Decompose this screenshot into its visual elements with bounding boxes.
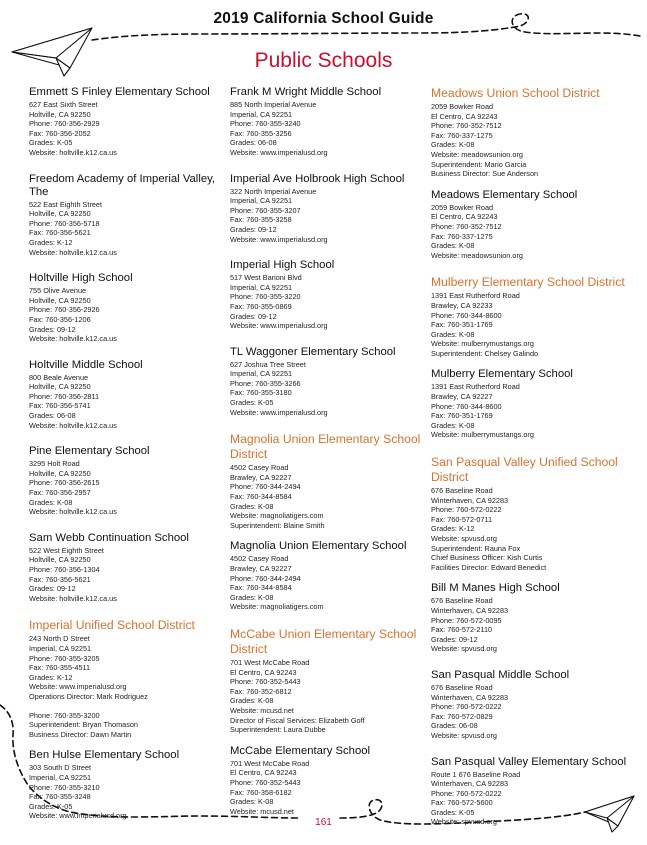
listing-detail-line: Grades: K-08: [431, 420, 475, 430]
district-name: McCabe Union Elementary School District: [230, 626, 417, 656]
district-listing: [230, 432, 426, 530]
listing-detail-line: Fax: 760-344-8584: [230, 492, 292, 502]
listing-detail-line: Website: mcusd.net: [230, 806, 294, 816]
listing-detail-line: El Centro, CA 92243: [230, 667, 297, 677]
listing-detail-line: 676 Baseline Road: [431, 486, 493, 496]
school-listing: [230, 540, 426, 612]
listing-detail-line: Director of Fiscal Services: Elizabeth Goff: [230, 715, 365, 725]
listing-detail-line: Fax: 760-358-6182: [230, 787, 292, 797]
listing-detail-line: Website: spvusd.org: [431, 644, 497, 654]
listing-detail-line: Phone: 760-572-0222: [431, 505, 502, 515]
school-name: McCabe Elementary School: [230, 744, 371, 757]
listing-detail-line: Fax: 760-356-2957: [29, 488, 91, 498]
guide-title: 2019 California School Guide: [213, 10, 434, 27]
school-listing: [230, 346, 426, 418]
listing-detail-line: Business Director: Sue Anderson: [431, 169, 539, 179]
school-name: Bill M Manes High School: [431, 582, 560, 595]
listing-detail-line: Grades: 09-12: [29, 324, 76, 334]
listing-detail-line: Facilities Director: Edward Benedict: [431, 562, 547, 572]
listing-detail-line: Imperial, CA 92251: [29, 772, 92, 782]
listing-detail-line: Superintendent: Chelsey Galindo: [431, 348, 539, 358]
listing-detail-line: Phone: 760-352-5443: [230, 677, 301, 687]
school-listing: [230, 173, 426, 245]
listing-detail-line: Phone: 760-356-2615: [29, 478, 100, 488]
listing-detail-line: Phone: 760-356-5718: [29, 218, 100, 228]
listing-detail-line: Superintendent: Rauna Fox: [431, 543, 521, 553]
listing-detail-line: Phone: 760-572-0222: [431, 788, 502, 798]
school-name: Sam Webb Continuation School: [29, 531, 189, 544]
listing-detail-line: Grades: K-12: [431, 524, 475, 534]
listing-detail-line: 2059 Bowker Road: [431, 102, 494, 111]
listing-detail-line: Grades: K-08: [230, 592, 274, 602]
listing-detail-line: Website: mulberrymustangs.org: [431, 339, 534, 349]
listing-detail-line: 303 South D Street: [29, 763, 92, 773]
listing-detail-line: Phone: 760-352-5443: [230, 777, 301, 787]
column-3: [431, 86, 636, 842]
listing-detail-line: Phone: 760-352-7512: [431, 221, 502, 231]
listing-detail-line: Website: www.imperialusd.org: [29, 682, 127, 692]
column-2: [230, 86, 426, 831]
listing-detail-line: Imperial, CA 92251: [230, 109, 293, 119]
listing-detail-line: Business Director: Dawn Martin: [29, 729, 132, 739]
school-listing: [230, 86, 426, 158]
listing-detail-line: Website: magnoliatigers.com: [230, 511, 324, 521]
district-listing: [431, 275, 636, 358]
school-listing: [29, 445, 225, 517]
listing-detail-line: Phone: 760-355-3220: [230, 292, 301, 302]
listing-detail-line: 4502 Casey Road: [230, 554, 289, 564]
listing-detail-line: 243 North D Street: [29, 634, 90, 644]
listing-detail-line: Grades: K-05: [29, 138, 73, 148]
listing-detail-line: Superintendent: Blaine Smith: [230, 520, 325, 530]
listing-detail-line: Imperial, CA 92251: [230, 282, 293, 292]
school-listing: [431, 189, 636, 261]
listing-detail-line: Fax: 760-355-3256: [230, 128, 292, 138]
listing-detail-line: Fax: 760-355-4511: [29, 663, 91, 673]
listing-detail-line: 885 North Imperial Avenue: [230, 100, 317, 109]
listing-detail-line: Phone: 760-355-3210: [29, 782, 100, 792]
listing-detail-line: Grades: K-08: [230, 501, 274, 511]
listing-detail-line: Operations Director: Mark Rodriguez: [29, 691, 148, 701]
listing-detail-line: Brawley, CA 92227: [230, 564, 292, 573]
listing-detail-line: 701 West McCabe Road: [230, 657, 310, 667]
listing-detail-line: Website: holtville.k12.ca.us: [29, 507, 117, 517]
listing-detail-line: Website: spvusd.org: [431, 817, 497, 827]
school-name: Magnolia Union Elementary School: [230, 540, 407, 553]
listing-detail-line: Website: www.imperialusd.org: [29, 811, 127, 821]
listing-detail-line: Phone: 760-352-7512: [431, 121, 502, 131]
school-name: Emmett S Finley Elementary School: [29, 86, 210, 98]
listing-detail-line: 627 East Sixth Street: [29, 100, 98, 109]
listing-detail-line: Superintendent: Bryan Thomason: [29, 720, 138, 730]
listing-detail-line: Grades: K-08: [230, 797, 274, 807]
listing-detail-line: Grades: 06-08: [431, 721, 478, 731]
listing-detail-line: Phone: 760-572-0222: [431, 702, 502, 712]
listing-detail-line: Holtville, CA 92250: [29, 295, 91, 305]
school-listing: [230, 745, 426, 817]
school-listing: [431, 582, 636, 654]
listing-detail-line: Holtville, CA 92250: [29, 382, 91, 392]
listing-detail-line: Fax: 760-356-5741: [29, 401, 91, 411]
listing-detail-line: Fax: 760-355-3258: [230, 215, 292, 225]
listing-detail-line: 517 West Barioni Blvd: [230, 273, 302, 283]
school-listing: [431, 368, 636, 440]
listing-detail-line: Phone: 760-344-8600: [431, 310, 502, 320]
listing-detail-line: Winterhaven, CA 92283: [431, 495, 509, 505]
listing-detail-line: Grades: 09-12: [29, 584, 76, 594]
listing-detail-line: Fax: 760-572-0829: [431, 711, 493, 721]
listing-detail-line: Fax: 760-572-5600: [431, 798, 493, 808]
listing-detail-line: 322 North Imperial Avenue: [230, 186, 317, 196]
listing-detail-line: Grades: K-12: [29, 672, 73, 682]
district-listing: [431, 455, 636, 572]
listing-detail-line: Winterhaven, CA 92283: [431, 605, 509, 615]
listing-detail-line: Website: holtville.k12.ca.us: [29, 334, 117, 344]
listing-detail-line: Phone: 760-344-2494: [230, 482, 301, 492]
listing-detail-line: 1391 East Rutherford Road: [431, 291, 520, 301]
listing-detail-line: Grades: 09-12: [431, 634, 478, 644]
school-listing: [29, 532, 225, 604]
listing-detail-line: Phone: 760-355-3240: [230, 119, 301, 129]
listing-detail-line: Grades: K-08: [431, 329, 475, 339]
listing-detail-line: 676 Baseline Road: [431, 596, 493, 606]
listing-detail-line: Fax: 760-351-1769: [431, 411, 493, 421]
listing-detail-line: Grades: K-05: [230, 398, 274, 408]
listing-detail-line: Brawley, CA 92233: [431, 300, 493, 310]
district-name: San Pasqual Valley Unified School District: [431, 455, 618, 485]
listing-detail-line: Website: spvusd.org: [431, 534, 497, 543]
listing-detail-line: Chief Business Officer: Kish Curtis: [431, 553, 543, 563]
listing-detail-line: Website: holtville.k12.ca.us: [29, 247, 117, 257]
school-listing: [230, 259, 426, 331]
page-number: 161: [315, 817, 332, 828]
listing-detail-line: Phone: 760-572-0095: [431, 615, 502, 625]
listing-detail-line: 3295 Holt Road: [29, 459, 80, 469]
listing-detail-line: Phone: 760-355-3200: [29, 710, 100, 720]
listing-detail-line: El Centro, CA 92243: [431, 111, 498, 121]
listing-detail-line: Imperial, CA 92251: [29, 643, 92, 653]
listing-detail-line: Holtville, CA 92250: [29, 555, 91, 565]
listing-detail-line: Brawley, CA 92227: [230, 472, 292, 482]
listing-detail-line: Fax: 760-356-5621: [29, 228, 91, 238]
school-listing: [29, 86, 225, 158]
listing-detail-line: Website: meadowsunion.org: [431, 149, 523, 159]
listing-detail-line: Grades: K-12: [29, 237, 73, 247]
listing-detail-line: Fax: 760-344-8584: [230, 583, 292, 593]
listing-detail-line: Imperial, CA 92251: [230, 196, 293, 206]
school-listing: [29, 359, 225, 431]
listing-detail-line: Holtville, CA 92250: [29, 109, 91, 119]
listing-detail-line: Grades: 09-12: [230, 224, 277, 234]
listing-detail-line: Route 1 676 Baseline Road: [431, 769, 521, 779]
listing-detail-line: Website: www.imperialusd.org: [230, 407, 328, 417]
listing-detail-line: Phone: 760-356-1304: [29, 565, 100, 574]
listing-detail-line: Fax: 760-337-1275: [431, 130, 493, 140]
school-name: Pine Elementary School: [29, 445, 150, 458]
listing-detail-line: Grades: K-08: [431, 140, 475, 150]
listing-detail-line: 522 West Eighth Street: [29, 545, 104, 555]
listing-detail-line: Fax: 760-337-1275: [431, 231, 493, 241]
listing-detail-line: Fax: 760-352-6812: [230, 686, 292, 696]
listing-detail-line: Phone: 760-344-8600: [431, 401, 502, 411]
district-name: Mulberry Elementary School District: [431, 275, 625, 290]
school-name: Mulberry Elementary School: [431, 368, 573, 381]
listing-detail-line: Website: mulberrymustangs.org: [431, 430, 534, 440]
school-name: Ben Hulse Elementary School: [29, 749, 180, 762]
listing-detail-line: 522 East Eighth Street: [29, 199, 103, 209]
listing-detail-line: El Centro, CA 92243: [431, 212, 498, 222]
listing-detail-line: Imperial, CA 92251: [230, 369, 293, 379]
school-listing: [29, 272, 225, 344]
listing-detail-line: Phone: 760-356-2929: [29, 119, 100, 129]
listing-detail-line: Fax: 760-355-3180: [230, 388, 292, 398]
listing-detail-line: Fax: 760-356-5621: [29, 574, 91, 584]
district-name: Imperial Unified School District: [29, 618, 195, 633]
listing-detail-line: Website: magnoliatigers.com: [230, 602, 324, 612]
school-name: Holtville High School: [29, 272, 133, 285]
listing-detail-line: Grades: K-08: [29, 497, 73, 507]
school-name: San Pasqual Valley Elementary School: [431, 755, 627, 768]
school-name: Frank M Wright Middle School: [230, 86, 382, 98]
listing-detail-line: 755 Olive Avenue: [29, 286, 87, 296]
school-name: San Pasqual Middle School: [431, 668, 570, 681]
school-name: Freedom Academy of Imperial Valley, The: [29, 172, 216, 198]
district-listing: [29, 618, 225, 739]
listing-detail-line: Phone: 760-356-2926: [29, 305, 100, 315]
school-name: Holtville Middle School: [29, 358, 143, 371]
school-name: TL Waggoner Elementary School: [230, 345, 396, 358]
listing-detail-line: Grades: K-08: [230, 696, 274, 706]
school-name: Imperial Ave Holbrook High School: [230, 172, 405, 185]
listing-detail-line: Fax: 760-572-2110: [431, 625, 493, 635]
listing-detail-line: Phone: 760-355-3266: [230, 378, 301, 388]
section-title: Public Schools: [254, 49, 393, 72]
district-listing: [230, 627, 426, 735]
listing-detail-line: 676 Baseline Road: [431, 682, 493, 692]
school-name: Imperial High School: [230, 259, 335, 272]
listing-detail-line: Fax: 760-351-1769: [431, 320, 493, 330]
listing-detail-line: Phone: 760-355-3207: [230, 205, 301, 215]
school-name: Meadows Elementary School: [431, 188, 578, 201]
listing-detail-line: Website: meadowsunion.org: [431, 250, 523, 260]
listing-detail-line: Grades: 06-08: [29, 411, 76, 421]
listing-detail-line: Website: www.imperialusd.org: [230, 234, 328, 244]
listing-detail-line: Holtville, CA 92250: [29, 209, 91, 219]
listing-detail-line: Superintendent: Mario Garcia: [431, 159, 527, 169]
listing-detail-line: Fax: 760-355-0869: [230, 301, 292, 311]
column-1: [29, 86, 225, 836]
listing-detail-line: 701 West McCabe Road: [230, 758, 310, 768]
district-name: Magnolia Union Elementary School District: [230, 432, 421, 462]
listing-detail-line: Grades: 09-12: [230, 311, 277, 321]
listing-detail-line: Grades: K-05: [431, 807, 475, 817]
listing-detail-line: Fax: 760-572-0711: [431, 514, 493, 524]
listing-detail-line: 1391 East Rutherford Road: [431, 382, 520, 392]
listing-detail-line: Website: holtville.k12.ca.us: [29, 147, 117, 157]
listing-detail-line: Website: holtville.k12.ca.us: [29, 593, 117, 603]
listing-detail-line: 800 Beale Avenue: [29, 372, 89, 382]
listing-detail-line: 4502 Casey Road: [230, 463, 289, 473]
listing-detail-line: Website: holtville.k12.ca.us: [29, 420, 117, 430]
listing-detail-line: Phone: 760-344-2494: [230, 573, 301, 583]
listing-detail-line: 2059 Bowker Road: [431, 202, 494, 212]
listing-detail-line: Website: www.imperialusd.org: [230, 321, 328, 331]
school-listing: [431, 669, 636, 741]
listing-detail-line: Grades: 06-08: [230, 138, 277, 148]
listing-detail-line: Grades: K-05: [29, 801, 73, 811]
listing-detail-line: Grades: K-08: [431, 241, 475, 251]
listing-detail-line: Holtville, CA 92250: [29, 468, 91, 478]
listing-detail-line: Winterhaven, CA 92283: [431, 779, 509, 789]
district-name: Meadows Union School District: [431, 86, 600, 100]
listing-detail-line: Website: spvusd.org: [431, 730, 497, 740]
listing-detail-line: Brawley, CA 92227: [431, 392, 493, 402]
school-listing: [29, 749, 225, 821]
listing-detail-line: Fax: 760-356-1206: [29, 314, 91, 324]
district-listing: [431, 86, 636, 179]
listing-detail-line: Phone: 760-355-3205: [29, 653, 100, 663]
school-listing: [29, 173, 225, 258]
listing-detail-line: Winterhaven, CA 92283: [431, 692, 509, 702]
listing-detail-line: Website: mcusd.net: [230, 705, 294, 715]
listing-detail-line: Superintendent: Laura Dubbe: [230, 725, 326, 735]
listing-detail-line: Fax: 760-356-2052: [29, 128, 91, 138]
listing-detail-line: Phone: 760-356-2811: [29, 391, 100, 401]
listing-detail-line: 627 Joshua Tree Street: [230, 359, 306, 369]
listing-detail-line: El Centro, CA 92243: [230, 768, 297, 778]
listing-detail-line: Fax: 760-355-3248: [29, 792, 91, 802]
listing-detail-line: Website: www.imperialusd.org: [230, 147, 328, 157]
